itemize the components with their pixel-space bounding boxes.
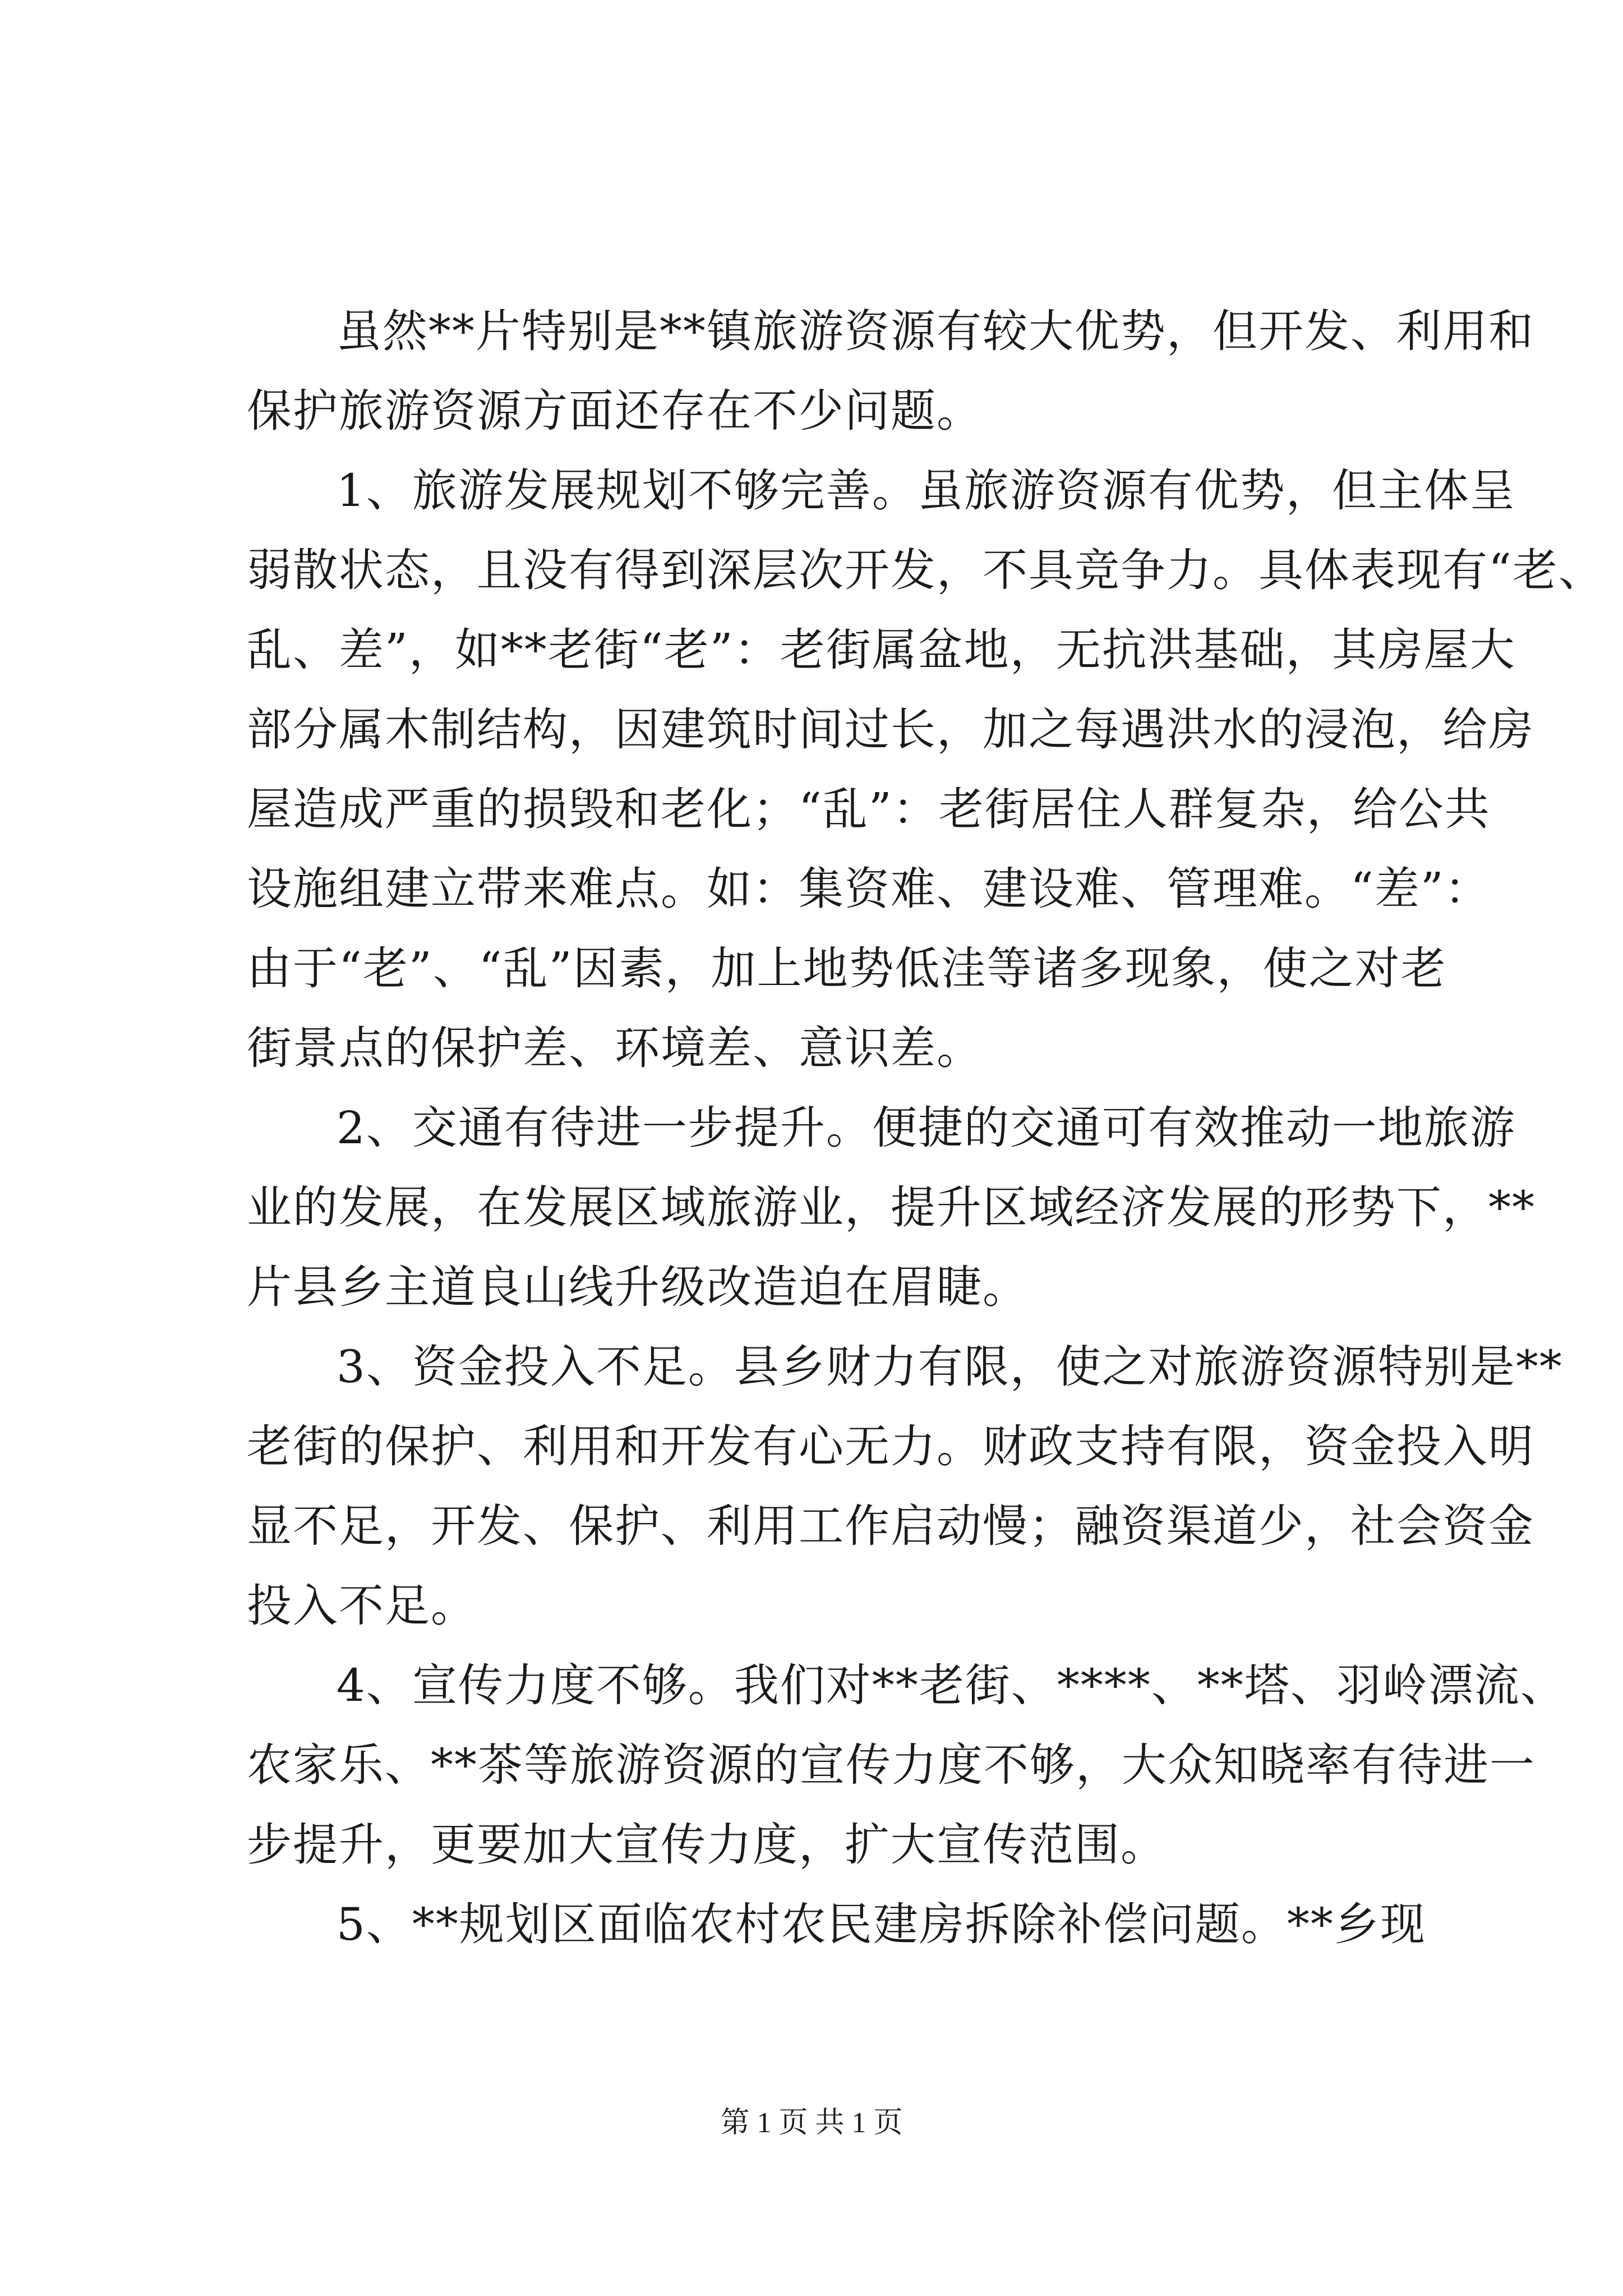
text-line: 老街的保护、利用和开发有心无力。财政支持有限，资金投入明: [247, 1420, 1534, 1473]
text-line: 设施组建立带来难点。如：集资难、建设难、管理难。“差”：: [247, 863, 1491, 915]
text-line: 1、旅游发展规划不够完善。虽旅游资源有优势，但主体呈: [336, 464, 1516, 517]
text-line: 片县乡主道良山线升级改造迫在眉睫。: [247, 1261, 1029, 1313]
text-line: 显不足，开发、保护、利用工作启动慢；融资渠道少，社会资金: [247, 1500, 1534, 1552]
text-line: 弱散状态，且没有得到深层次开发，不具竞争力。具体表现有“老、: [247, 544, 1604, 596]
text-line: 农家乐、**茶等旅游资源的宣传力度不够，大众知晓率有待进一: [247, 1739, 1536, 1791]
text-line: 投入不足。: [247, 1580, 477, 1632]
text-line: 4、宣传力度不够。我们对**老街、****、**塔、羽岭漂流、: [336, 1659, 1566, 1711]
text-line: 5、**规划区面临农村农民建房拆除补偿问题。**乡现: [336, 1898, 1426, 1950]
text-line: 街景点的保护差、环境差、意识差。: [247, 1022, 983, 1074]
page-footer: [0, 2104, 1623, 2143]
text-line: 步提升，更要加大宣传力度，扩大宣传范围。: [247, 1819, 1166, 1871]
text-line: 部分属木制结构，因建筑时间过长，加之每遇洪水的浸泡，给房: [247, 703, 1534, 756]
text-line: 虽然**片特别是**镇旅游资源有较大优势，但开发、利用和: [336, 305, 1534, 357]
text-line: 保护旅游资源方面还存在不少问题。: [247, 385, 983, 437]
text-line: 乱、差”，如**老街“老”：老街属盆地，无抗洪基础，其房屋大: [247, 624, 1516, 676]
text-line: 2、交通有待进一步提升。便捷的交通可有效推动一地旅游: [336, 1102, 1516, 1154]
text-lines: [247, 292, 1604, 1964]
document-body: [247, 292, 1604, 1964]
text-line: 3、资金投入不足。县乡财力有限，使之对旅游资源特别是**: [336, 1341, 1563, 1393]
text-line: 屋造成严重的损毁和老化；“乱”：老街居住人群复杂，给公共: [247, 783, 1491, 835]
text-line: 业的发展，在发展区域旅游业，提升区域经济发展的形势下，**: [247, 1181, 1536, 1234]
text-line: 由于“老”、“乱”因素，加上地势低洼等诸多现象，使之对老: [247, 942, 1447, 995]
page-number-label: 第 1 页 共 1 页: [720, 2107, 903, 2139]
